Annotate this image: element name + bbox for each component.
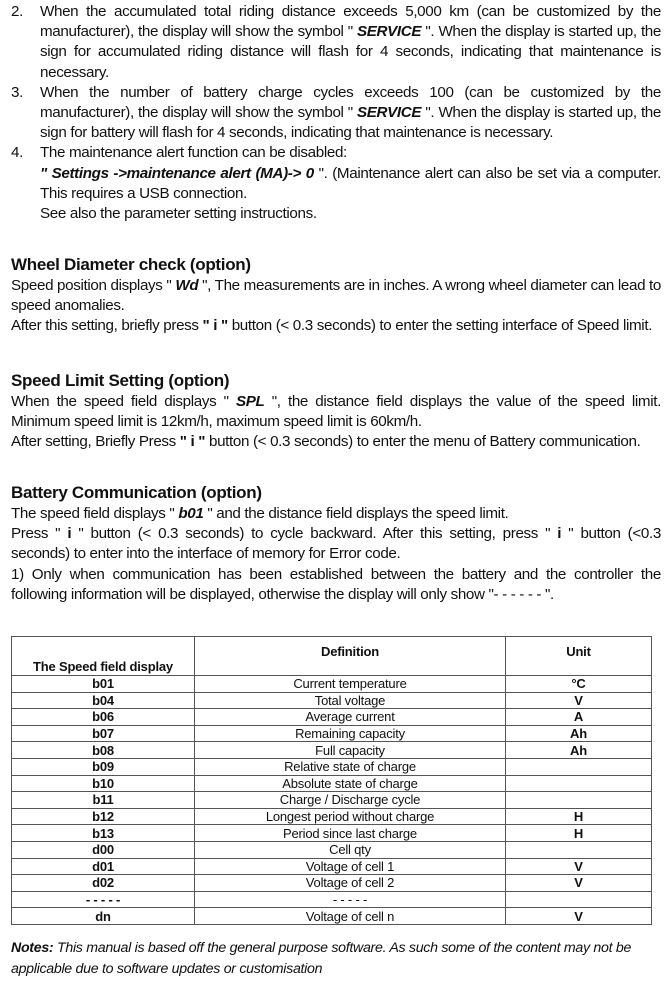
cell-code: b12 [12, 808, 195, 825]
cell-code: d01 [12, 858, 195, 875]
column-header-definition: Definition [195, 637, 506, 676]
cell-definition: - - - - - [195, 891, 506, 908]
cell-definition: Longest period without charge [195, 808, 506, 825]
notes-text: This manual is based off the general purpose software. As such some of the content may not be applicable due to software updates or customisation [11, 940, 632, 977]
cell-unit: °C [506, 676, 652, 693]
spl-symbol: SPL [235, 393, 265, 410]
cell-unit [506, 758, 652, 775]
cell-definition: Full capacity [195, 742, 506, 759]
list-number: 2. [11, 3, 23, 20]
list-text: See also the parameter setting instructions. [40, 205, 317, 223]
text: " button (<0.3 seconds) to enter into the interface of memory for Error code. [11, 525, 661, 563]
cell-code: b04 [12, 692, 195, 709]
table-row [12, 758, 652, 775]
section-heading: Battery Communication (option) [11, 483, 262, 502]
cell-unit: V [506, 875, 652, 892]
cell-unit [506, 775, 652, 792]
cell-code: b11 [12, 792, 195, 809]
section-heading: Speed Limit Setting (option) [11, 371, 230, 390]
wd-symbol: Wd [175, 277, 199, 294]
list-text: ". When the display is started up, the sign for accumulated riding distance will flash for 4 seconds, indicating that maintenance is necessary. [40, 23, 662, 81]
battery-info-table [11, 636, 652, 925]
text: The speed field displays " [11, 505, 179, 522]
paragraph [11, 316, 661, 336]
list-text: When the accumulated total riding distance exceeds 5,000 km (can be customized by the manufacturer), the display will show the symbol " [40, 3, 661, 41]
cell-definition: Total voltage [195, 692, 506, 709]
text: ", the distance field displays the value of the speed limit. Minimum speed limit is 12km/h, maximum speed limit is 60km/h. [11, 393, 661, 431]
section-speed-limit [11, 370, 661, 453]
table-row [12, 742, 652, 759]
paragraph: 1) Only when communication has been established between the battery and the controller the following information will be displayed, otherwise the display will only show "- - - - - - ". [11, 565, 661, 603]
text: button (< 0.3 seconds) to enter the setting interface of Speed limit. [227, 317, 653, 335]
cell-definition: Average current [195, 709, 506, 726]
cell-unit [506, 891, 652, 908]
cell-definition: Cell qty [195, 841, 506, 858]
i-button-ref: " i " [179, 433, 206, 451]
cell-unit: H [506, 825, 652, 842]
table-row [12, 725, 652, 742]
section-wheel-diameter [11, 254, 661, 337]
b01-symbol: b01 [178, 505, 204, 522]
paragraph [11, 392, 661, 432]
list-number: 3. [11, 83, 23, 101]
cell-code: b13 [12, 825, 195, 842]
list-item [11, 83, 661, 144]
cell-unit: Ah [506, 742, 652, 759]
paragraph [11, 504, 661, 524]
section-battery-communication [11, 482, 661, 605]
text: " button (< 0.3 seconds) to cycle backward. After this setting, press " [71, 525, 558, 543]
text: After setting, Briefly Press [11, 433, 180, 451]
list-text: ". When the display is started up, the sign for battery will flash for 4 seconds, indicating that maintenance is necessary. [40, 104, 662, 142]
text: After this setting, briefly press [11, 317, 203, 335]
cell-code: d00 [12, 841, 195, 858]
list-text: ". (Maintenance alert can also be set via a computer. This requires a USB connection. [40, 164, 661, 202]
table-header-row [12, 637, 652, 676]
i-button-ref: i [557, 525, 562, 543]
cell-unit: V [506, 858, 652, 875]
column-header-code: The Speed field display [12, 637, 195, 676]
paragraph [11, 524, 661, 564]
cell-definition: Remaining capacity [195, 725, 506, 742]
text: Press " [11, 525, 68, 543]
maintenance-list [11, 2, 661, 224]
cell-unit: Ah [506, 725, 652, 742]
paragraph [11, 432, 661, 452]
settings-path: " Settings ->maintenance alert (MA)-> 0 [40, 164, 314, 182]
cell-definition: Period since last charge [195, 825, 506, 842]
cell-code: b10 [12, 775, 195, 792]
list-text: When the number of battery charge cycles exceeds 100 (can be customized by the manufacturer), the display will show the symbol " [40, 83, 661, 122]
cell-definition: Relative state of charge [195, 758, 506, 775]
text: " and the distance field displays the speed limit. [203, 505, 509, 522]
cell-definition: Absolute state of charge [195, 775, 506, 792]
service-symbol: SERVICE [356, 104, 422, 122]
table-row [12, 875, 652, 892]
notes-label: Notes: [11, 940, 54, 956]
cell-unit: V [506, 692, 652, 709]
service-symbol: SERVICE [356, 23, 422, 41]
list-text: The maintenance alert function can be disabled: [40, 144, 347, 162]
table-row [12, 792, 652, 809]
cell-unit: A [506, 709, 652, 726]
section-heading: Wheel Diameter check (option) [11, 255, 251, 274]
cell-code: - - - - - [12, 891, 195, 908]
cell-definition: Voltage of cell 1 [195, 858, 506, 875]
cell-code: b08 [12, 742, 195, 759]
cell-code: d02 [12, 875, 195, 892]
column-header-unit: Unit [506, 637, 652, 676]
table-row [12, 808, 652, 825]
cell-code: b01 [12, 676, 195, 693]
i-button-ref: i [67, 525, 72, 543]
cell-code: b09 [12, 758, 195, 775]
text: button (< 0.3 seconds) to enter the menu of Battery communication. [205, 433, 641, 451]
cell-code: b07 [12, 725, 195, 742]
list-number: 4. [11, 144, 23, 162]
cell-definition: Voltage of cell n [195, 908, 506, 925]
cell-unit [506, 792, 652, 809]
table-row [12, 891, 652, 908]
list-item [11, 2, 661, 83]
paragraph [11, 276, 661, 316]
cell-unit: V [506, 908, 652, 925]
list-item [11, 143, 661, 224]
table-row [12, 676, 652, 693]
i-button-ref: " i " [202, 317, 228, 335]
cell-code: b06 [12, 709, 195, 726]
cell-definition: Current temperature [195, 676, 506, 693]
cell-code: dn [12, 908, 195, 925]
cell-definition: Voltage of cell 2 [195, 875, 506, 892]
text: When the speed field displays " [11, 393, 236, 410]
table-row [12, 692, 652, 709]
cell-definition: Charge / Discharge cycle [195, 792, 506, 809]
notes [11, 938, 661, 979]
table-row [12, 908, 652, 925]
table-row [12, 825, 652, 842]
cell-unit [506, 841, 652, 858]
table-row [12, 858, 652, 875]
table-row [12, 841, 652, 858]
table-row [12, 709, 652, 726]
table-row [12, 775, 652, 792]
cell-unit: H [506, 808, 652, 825]
text: ", The measurements are in inches. A wrong wheel diameter can lead to speed anomalies. [11, 277, 662, 315]
text: Speed position displays " [11, 277, 176, 294]
